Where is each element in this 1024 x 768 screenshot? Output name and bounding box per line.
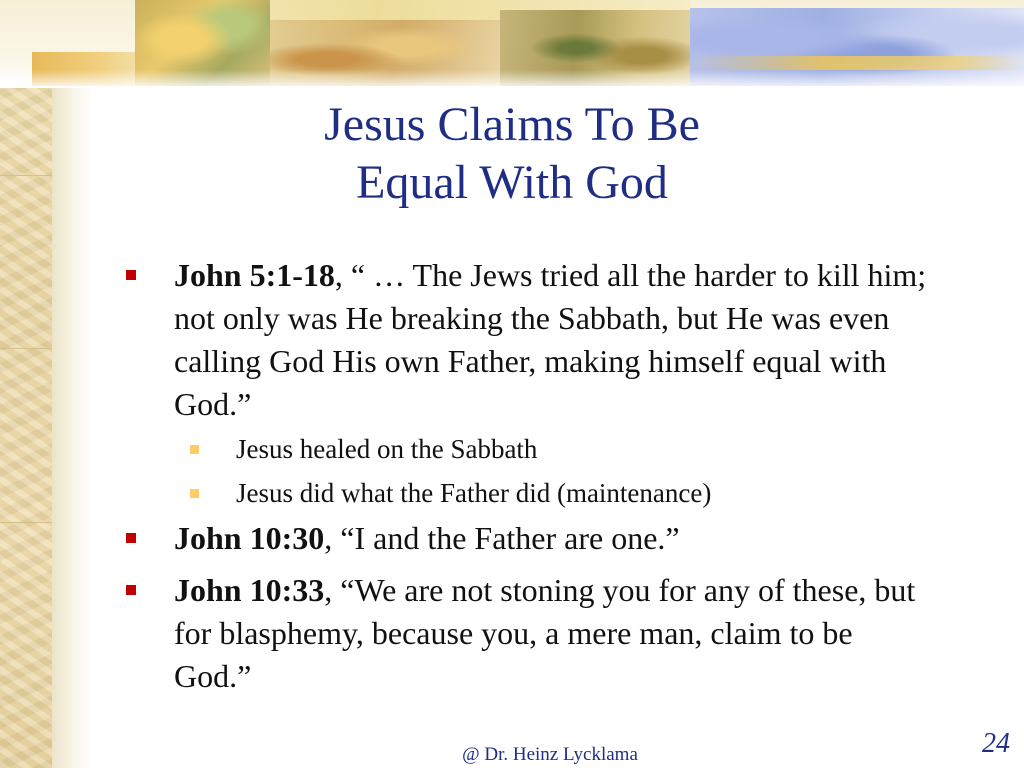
- left-strip-fade: [52, 0, 92, 768]
- bullet-item-john-10-30: [118, 517, 948, 560]
- slide-footer: @ Dr. Heinz Lycklama: [462, 744, 638, 765]
- top-decorative-band: [0, 0, 1024, 88]
- gold-square-bullet-icon: [190, 445, 199, 454]
- bullet-list: [118, 254, 948, 698]
- sub-bullet-text: Jesus did what the Father did (maintenance): [236, 478, 712, 508]
- bullet-item-john-10-33: [118, 569, 948, 698]
- red-square-bullet-icon: [126, 270, 136, 280]
- scripture-reference: John 10:30: [174, 520, 325, 556]
- strip-divider: [0, 348, 52, 349]
- title-line-1: Jesus Claims To Be: [324, 98, 700, 151]
- title-line-2: Equal With God: [356, 156, 668, 209]
- slide-title: [160, 96, 864, 212]
- sub-bullet-item: [118, 431, 948, 467]
- gold-square-bullet-icon: [190, 489, 199, 498]
- sub-bullet-item: [118, 475, 948, 511]
- scripture-reference: John 10:33: [174, 572, 325, 608]
- band-fade: [0, 70, 1024, 88]
- strip-divider: [0, 175, 52, 176]
- gold-grass-stroke: [690, 56, 1024, 70]
- left-decorative-strip: [0, 0, 52, 768]
- bullet-item-john-5: [118, 254, 948, 426]
- scripture-reference: John 5:1-18: [174, 257, 335, 293]
- bullet-text: , “ … The Jews tried all the harder to kill him; not only was He breaking the Sabbath, but He was even calling God His own Father, making himself equal with God.”: [174, 257, 927, 422]
- bullet-text: , “We are not stoning you for any of these, but for blasphemy, because you, a mere man, claim to be God.”: [174, 572, 916, 694]
- red-square-bullet-icon: [126, 585, 136, 595]
- bullet-text: , “I and the Father are one.”: [324, 520, 680, 556]
- sub-bullet-list: [118, 431, 948, 511]
- red-square-bullet-icon: [126, 533, 136, 543]
- page-number: 24: [982, 728, 1010, 759]
- strip-divider: [0, 522, 52, 523]
- sub-bullet-text: Jesus healed on the Sabbath: [236, 434, 538, 464]
